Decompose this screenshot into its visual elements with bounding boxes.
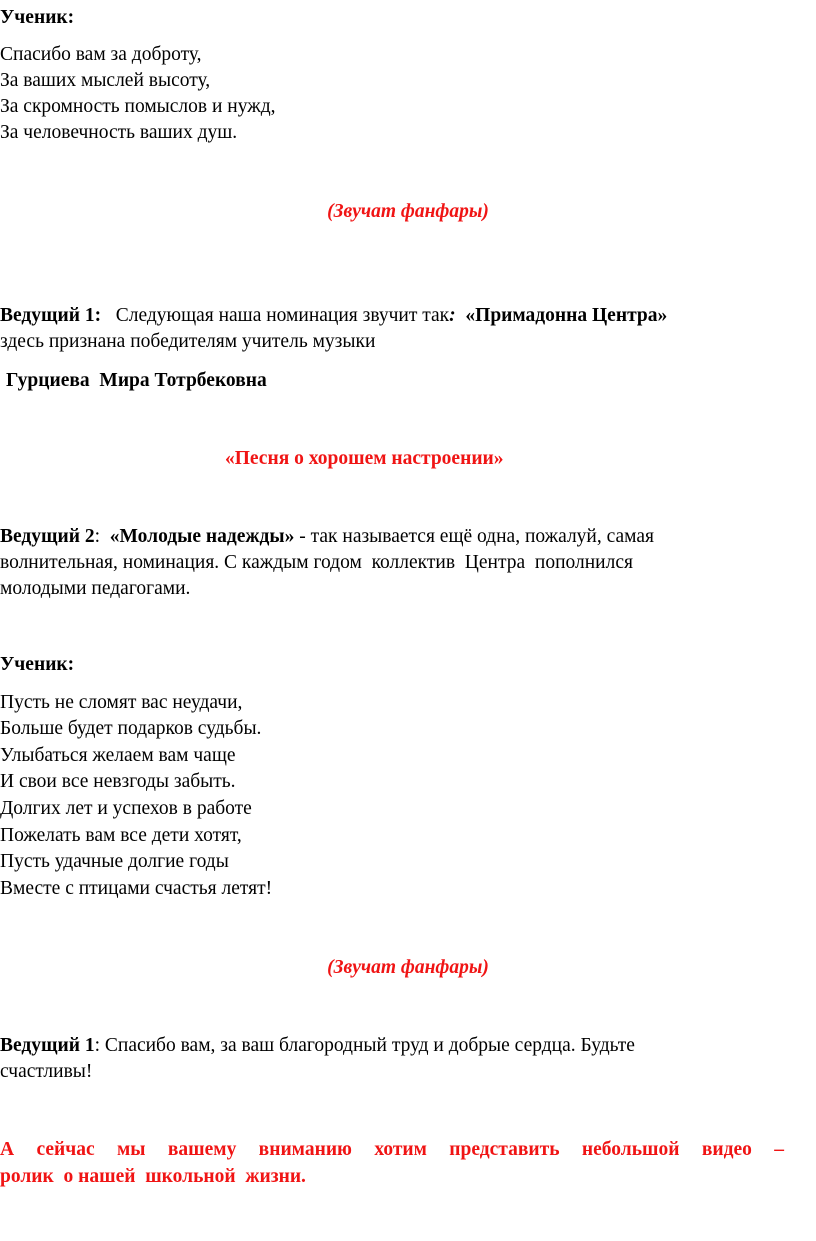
text: : Спасибо вам, за ваш благородный труд и добрые сердца. Будьте xyxy=(94,1035,635,1056)
poem-line: Долгих лет и успехов в работе xyxy=(0,798,252,819)
colon: : xyxy=(449,305,456,326)
poem-line: И свои все невзгоды забыть. xyxy=(0,771,236,792)
text-line: волнительная, номинация. С каждым годом коллектив Центра пополнился xyxy=(0,552,633,573)
poem-line: Спасибо вам за доброту, xyxy=(0,44,202,65)
speaker-label: Ведущий 2 xyxy=(0,526,95,547)
speaker-label: Ведущий 1: xyxy=(0,305,102,326)
text-line: молодыми педагогами. xyxy=(0,578,191,599)
paragraph-host1 xyxy=(0,304,667,328)
speaker-label: Ученик: xyxy=(0,7,75,28)
text: - так называется ещё одна, пожалуй, самая xyxy=(294,526,654,547)
text-line: счастливы! xyxy=(0,1061,93,1082)
poem-line: Пусть не сломят вас неудачи, xyxy=(0,692,243,713)
speaker-label: Ученик: xyxy=(0,654,75,675)
nomination-title: «Молодые надежды» xyxy=(109,526,295,547)
poem-line: Пожелать вам все дети хотят, xyxy=(0,825,242,846)
nomination-title: «Примадонна Центра» xyxy=(465,305,668,326)
final-announcement-line: А сейчас мы вашему вниманию хотим представить небольшой видео – xyxy=(0,1139,784,1160)
text: Следующая наша номинация звучит так xyxy=(115,305,450,326)
colon: : xyxy=(94,526,100,547)
final-announcement-line: ролик о нашей школьной жизни. xyxy=(0,1166,306,1187)
poem-line: За ваших мыслей высоту, xyxy=(0,70,211,91)
speaker-label: Ведущий 1 xyxy=(0,1035,95,1056)
teacher-name: Гурциева Мира Тотрбековна xyxy=(6,370,267,391)
paragraph-host2 xyxy=(0,525,654,549)
poem-line: Пусть удачные долгие годы xyxy=(0,851,229,872)
song-title: «Песня о хорошем настроении» xyxy=(225,448,504,469)
poem-line: За человечность ваших душ. xyxy=(0,122,238,143)
poem-line: Улыбаться желаем вам чаще xyxy=(0,745,236,766)
text-line: здесь признана победителям учитель музыки xyxy=(0,331,376,352)
stage-direction: (Звучат фанфары) xyxy=(327,957,489,978)
poem-line: За скромность помыслов и нужд, xyxy=(0,96,276,117)
poem-line: Больше будет подарков судьбы. xyxy=(0,718,262,739)
stage-direction: (Звучат фанфары) xyxy=(327,201,489,222)
paragraph-host1-thanks xyxy=(0,1034,635,1058)
poem-line: Вместе с птицами счастья летят! xyxy=(0,878,273,899)
